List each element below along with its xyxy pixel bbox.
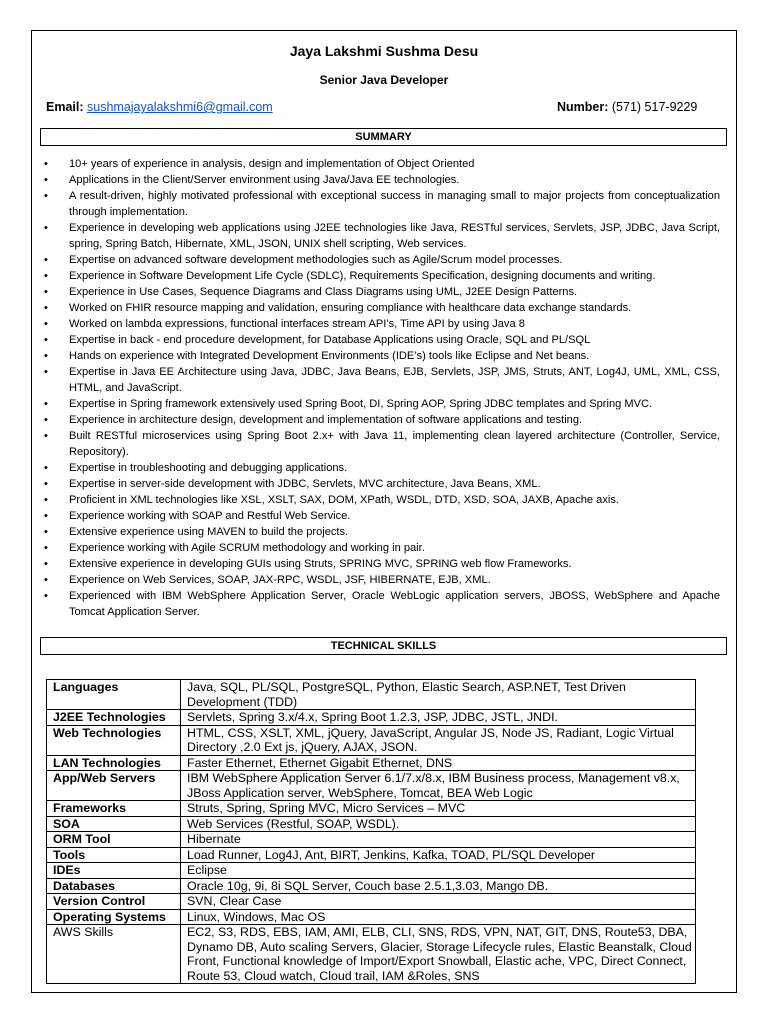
- skill-value: Java, SQL, PL/SQL, PostgreSQL, Python, Elastic Search, ASP.NET, Test Driven Development (TDD): [181, 680, 696, 710]
- skill-category: Tools: [47, 847, 181, 863]
- skill-category: Version Control: [47, 894, 181, 910]
- email-line: [46, 100, 273, 114]
- technical-skills-table: [46, 679, 696, 984]
- skill-category: Web Technologies: [47, 725, 181, 755]
- summary-item: • Experience on Web Services, SOAP, JAX-RPC, WSDL, JSF, HIBERNATE, EJB, XML.: [44, 572, 720, 588]
- skill-category: LAN Technologies: [47, 755, 181, 771]
- phone-number: (571) 517-9229: [611, 100, 698, 114]
- phone-label: Number:: [557, 100, 609, 114]
- summary-item: • A result-driven, highly motivated professional with exceptional success in managing small to major projects from conceptualization through implementation.: [44, 188, 720, 220]
- email-label: Email:: [46, 100, 84, 114]
- skill-value: Load Runner, Log4J, Ant, BIRT, Jenkins, Kafka, TOAD, PL/SQL Developer: [181, 847, 696, 863]
- summary-item: • Experience in architecture design, development and implementation of software applications and testing.: [44, 412, 720, 428]
- skill-category: AWS Skills: [47, 925, 181, 984]
- email-link[interactable]: sushmajayalakshmi6@gmail.com: [87, 100, 273, 114]
- summary-item: • Experienced with IBM WebSphere Application Server, Oracle WebLogic application servers, JBOSS, WebSphere and Apache Tomcat Application Server.: [44, 588, 720, 620]
- summary-item: • Proficient in XML technologies like XSL, XSLT, SAX, DOM, XPath, WSDL, DTD, XSD, SOA, JAXB, Apache axis.: [44, 492, 720, 508]
- skill-category: Databases: [47, 878, 181, 894]
- skills-row: [47, 725, 696, 755]
- skill-category: App/Web Servers: [47, 771, 181, 801]
- summary-list: [44, 156, 720, 620]
- phone-line: [557, 100, 697, 114]
- summary-item: • Expertise in Spring framework extensively used Spring Boot, DI, Spring AOP, Spring JDBC templates and Spring MVC.: [44, 396, 720, 412]
- summary-item: • Expertise in back - end procedure development, for Database Applications using Oracle, SQL and PL/SQL: [44, 332, 720, 348]
- summary-item: • Experience working with SOAP and Restful Web Service.: [44, 508, 720, 524]
- skills-row: [47, 847, 696, 863]
- skills-row: [47, 755, 696, 771]
- summary-item: • Worked on FHIR resource mapping and validation, ensuring compliance with healthcare data exchange standards.: [44, 300, 720, 316]
- skills-row: [47, 801, 696, 817]
- summary-heading: SUMMARY: [40, 128, 727, 146]
- skills-row: [47, 680, 696, 710]
- summary-item: • Hands on experience with Integrated Development Environments (IDE’s) tools like Eclipse and Net beans.: [44, 348, 720, 364]
- skill-value: EC2, S3, RDS, EBS, IAM, AMI, ELB, CLI, SNS, RDS, VPN, NAT, GIT, DNS, Route53, DBA, Dynamo DB, Auto scaling Servers, Glacier, Storage Lifecycle rules, Elastic Beanstalk, Cloud Front, Functional knowledge of Import/Export Snowball, Elastic ache, VPC, Direct Connect, Route 53, Cloud watch, Cloud trail, IAM &Roles, SNS: [181, 925, 696, 984]
- summary-item: • Extensive experience in developing GUIs using Struts, SPRING MVC, SPRING web flow Frameworks.: [44, 556, 720, 572]
- technical-skills-heading: TECHNICAL SKILLS: [40, 637, 727, 655]
- skill-value: Hibernate: [181, 832, 696, 848]
- skills-row: [47, 816, 696, 832]
- skills-row: [47, 771, 696, 801]
- skill-category: IDEs: [47, 863, 181, 879]
- skills-row: [47, 894, 696, 910]
- summary-item: • Experience in Use Cases, Sequence Diagrams and Class Diagrams using UML, J2EE Design Patterns.: [44, 284, 720, 300]
- summary-item: • Experience working with Agile SCRUM methodology and working in pair.: [44, 540, 720, 556]
- summary-item: • Applications in the Client/Server environment using Java/Java EE technologies.: [44, 172, 720, 188]
- summary-item: • Expertise on advanced software development methodologies such as Agile/Scrum model processes.: [44, 252, 720, 268]
- skills-row: [47, 909, 696, 925]
- job-title: Senior Java Developer: [319, 73, 449, 87]
- summary-item: • Experience in Software Development Life Cycle (SDLC), Requirements Specification, designing documents and writing.: [44, 268, 720, 284]
- skill-value: Servlets, Spring 3.x/4.x, Spring Boot 1.2.3, JSP, JDBC, JSTL, JNDI.: [181, 710, 696, 726]
- summary-item: • Experience in developing web applications using J2EE technologies like Java, RESTful services, Servlets, JSP, JDBC, Java Script, spring, Spring Batch, Hibernate, XML, JSON, UNIX shell scripting, Web services.: [44, 220, 720, 252]
- skill-value: Oracle 10g, 9i, 8i SQL Server, Couch base 2.5.1,3.03, Mango DB.: [181, 878, 696, 894]
- skills-row: [47, 710, 696, 726]
- skill-category: Operating Systems: [47, 909, 181, 925]
- skill-value: IBM WebSphere Application Server 6.1/7.x/8.x, IBM Business process, Management v8.x, JBoss Application server, WebSphere, Tomcat, BEA Web Logic: [181, 771, 696, 801]
- skills-row: [47, 878, 696, 894]
- skill-category: J2EE Technologies: [47, 710, 181, 726]
- skill-category: Languages: [47, 680, 181, 710]
- skill-value: Linux, Windows, Mac OS: [181, 909, 696, 925]
- skill-value: Web Services (Restful, SOAP, WSDL).: [181, 816, 696, 832]
- summary-item: • Extensive experience using MAVEN to build the projects.: [44, 524, 720, 540]
- summary-item: • 10+ years of experience in analysis, design and implementation of Object Oriented: [44, 156, 720, 172]
- skill-value: Faster Ethernet, Ethernet Gigabit Ethernet, DNS: [181, 755, 696, 771]
- skills-row: [47, 832, 696, 848]
- skills-row: [47, 925, 696, 984]
- skill-category: SOA: [47, 816, 181, 832]
- summary-item: • Built RESTful microservices using Spring Boot 2.x+ with Java 11, implementing clean layered architecture (Controller, Service, Repository).: [44, 428, 720, 460]
- skill-value: Eclipse: [181, 863, 696, 879]
- summary-item: • Expertise in troubleshooting and debugging applications.: [44, 460, 720, 476]
- summary-item: • Worked on lambda expressions, functional interfaces stream API’s, Time API by using Java 8: [44, 316, 720, 332]
- summary-item: • Expertise in server-side development with JDBC, Servlets, MVC architecture, Java Beans, XML.: [44, 476, 720, 492]
- skill-category: ORM Tool: [47, 832, 181, 848]
- summary-item: • Expertise in Java EE Architecture using Java, JDBC, Java Beans, EJB, Servlets, JSP, JMS, Struts, ANT, Log4J, UML, XML, CSS, HTML, and JavaScript.: [44, 364, 720, 396]
- skill-category: Frameworks: [47, 801, 181, 817]
- skills-row: [47, 863, 696, 879]
- skill-value: HTML, CSS, XSLT, XML, jQuery, JavaScript, Angular JS, Node JS, Radiant, Logic Virtual Directory ,2.0 Ext js, jQuery, AJAX, JSON.: [181, 725, 696, 755]
- skill-value: Struts, Spring, Spring MVC, Micro Services – MVC: [181, 801, 696, 817]
- skill-value: SVN, Clear Case: [181, 894, 696, 910]
- candidate-name: Jaya Lakshmi Sushma Desu: [289, 43, 479, 59]
